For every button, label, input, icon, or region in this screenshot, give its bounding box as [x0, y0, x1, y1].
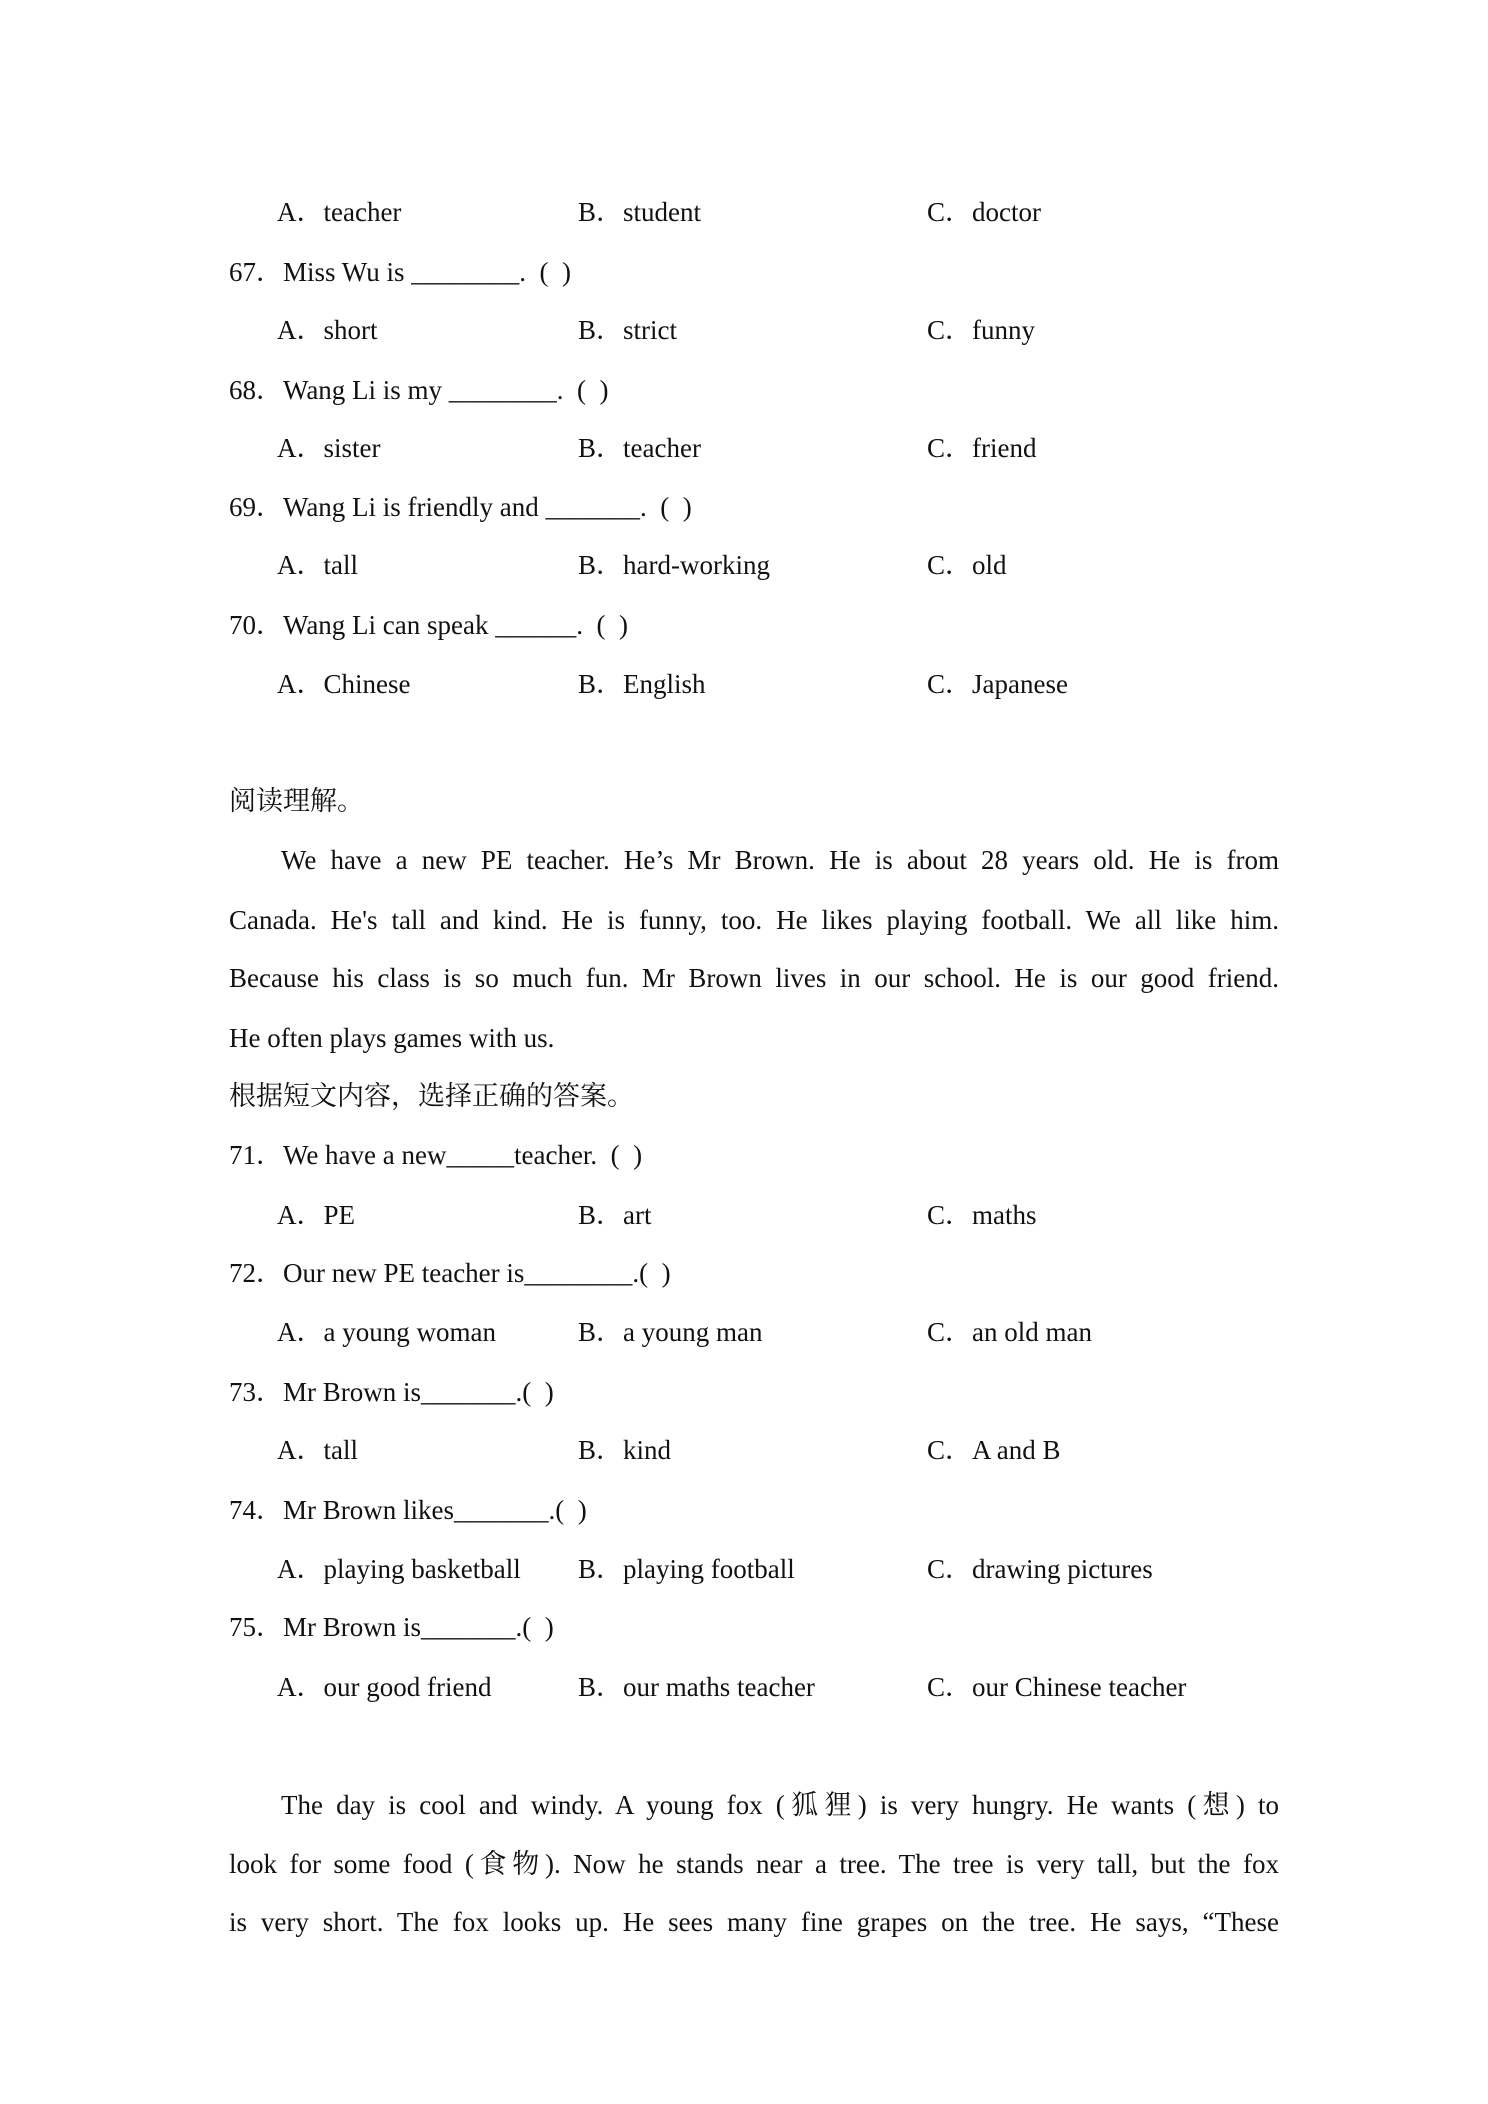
reading1-passage-line: Because his class is so much fun. Mr Brown lives in our school. He is our good friend.	[229, 963, 1279, 993]
question-68: 68．Wang Li is my ________. ( )	[229, 375, 609, 405]
q73-option-c: C．A and B	[927, 1435, 1061, 1465]
question-75: 75．Mr Brown is_______.( )	[229, 1612, 554, 1642]
q67-option-b: B．strict	[578, 315, 677, 345]
q72-option-b: B．a young man	[578, 1317, 763, 1347]
q75-option-a: A．our good friend	[277, 1672, 492, 1702]
reading1-passage-line: He often plays games with us.	[229, 1023, 555, 1053]
q71-option-c: C．maths	[927, 1200, 1037, 1230]
q73-option-b: B．kind	[578, 1435, 672, 1465]
question-74: 74．Mr Brown likes_______.( )	[229, 1495, 587, 1525]
q66-option-b: B．student	[578, 197, 702, 227]
question-71: 71．We have a new_____teacher. ( )	[229, 1140, 643, 1170]
q67-option-a: A．short	[277, 315, 378, 345]
q68-options	[0, 428, 1488, 468]
q71-option-b: B．art	[578, 1200, 652, 1230]
q74-options	[0, 1549, 1488, 1589]
q66-option-a: A．teacher	[277, 197, 402, 227]
q71-option-a: A．PE	[277, 1200, 356, 1230]
q66-option-c: C．doctor	[927, 197, 1041, 227]
q70-options	[0, 664, 1488, 704]
q68-option-b: B．teacher	[578, 433, 701, 463]
q70-option-b: B．English	[578, 669, 706, 699]
q74-option-c: C．drawing pictures	[927, 1554, 1153, 1584]
q75-option-c: C．our Chinese teacher	[927, 1672, 1187, 1702]
question-70: 70．Wang Li can speak ______. ( )	[229, 610, 628, 640]
q74-option-a: A．playing basketball	[277, 1554, 521, 1584]
reading2-passage-line: look for some food (食物). Now he stands near a tree. The tree is very tall, but the fox	[229, 1849, 1279, 1879]
q75-option-b: B．our maths teacher	[578, 1672, 815, 1702]
q66-options	[0, 192, 1488, 232]
q69-option-a: A．tall	[277, 550, 358, 580]
reading-instruction: 根据短文内容，选择正确的答案。	[229, 1081, 634, 1111]
question-72: 72．Our new PE teacher is________.( )	[229, 1258, 671, 1288]
reading1-passage-line: Canada. He's tall and kind. He is funny, too. He likes playing football. We all like him.	[229, 905, 1279, 935]
question-73: 73．Mr Brown is_______.( )	[229, 1377, 554, 1407]
q67-option-c: C．funny	[927, 315, 1035, 345]
question-69: 69．Wang Li is friendly and _______. ( )	[229, 492, 692, 522]
q72-option-a: A．a young woman	[277, 1317, 496, 1347]
q68-option-c: C．friend	[927, 433, 1037, 463]
q75-options	[0, 1667, 1488, 1707]
q69-options	[0, 545, 1488, 585]
q67-options	[0, 310, 1488, 350]
q73-options	[0, 1430, 1488, 1470]
q68-option-a: A．sister	[277, 433, 381, 463]
q72-options	[0, 1312, 1488, 1352]
reading1-passage-line: We have a new PE teacher. He’s Mr Brown. He is about 28 years old. He is from	[281, 845, 1279, 875]
q70-option-c: C．Japanese	[927, 669, 1068, 699]
question-67: 67．Miss Wu is ________. ( )	[229, 257, 571, 287]
q69-option-c: C．old	[927, 550, 1007, 580]
q73-option-a: A．tall	[277, 1435, 358, 1465]
reading2-passage-line: is very short. The fox looks up. He sees many fine grapes on the tree. He says, “These	[229, 1907, 1279, 1937]
q71-options	[0, 1195, 1488, 1235]
reading-heading: 阅读理解。	[229, 786, 364, 816]
q70-option-a: A．Chinese	[277, 669, 411, 699]
reading2-passage-line: The day is cool and windy. A young fox (狐狸) is very hungry. He wants (想) to	[281, 1790, 1279, 1820]
q72-option-c: C．an old man	[927, 1317, 1092, 1347]
q74-option-b: B．playing football	[578, 1554, 795, 1584]
q69-option-b: B．hard-working	[578, 550, 770, 580]
